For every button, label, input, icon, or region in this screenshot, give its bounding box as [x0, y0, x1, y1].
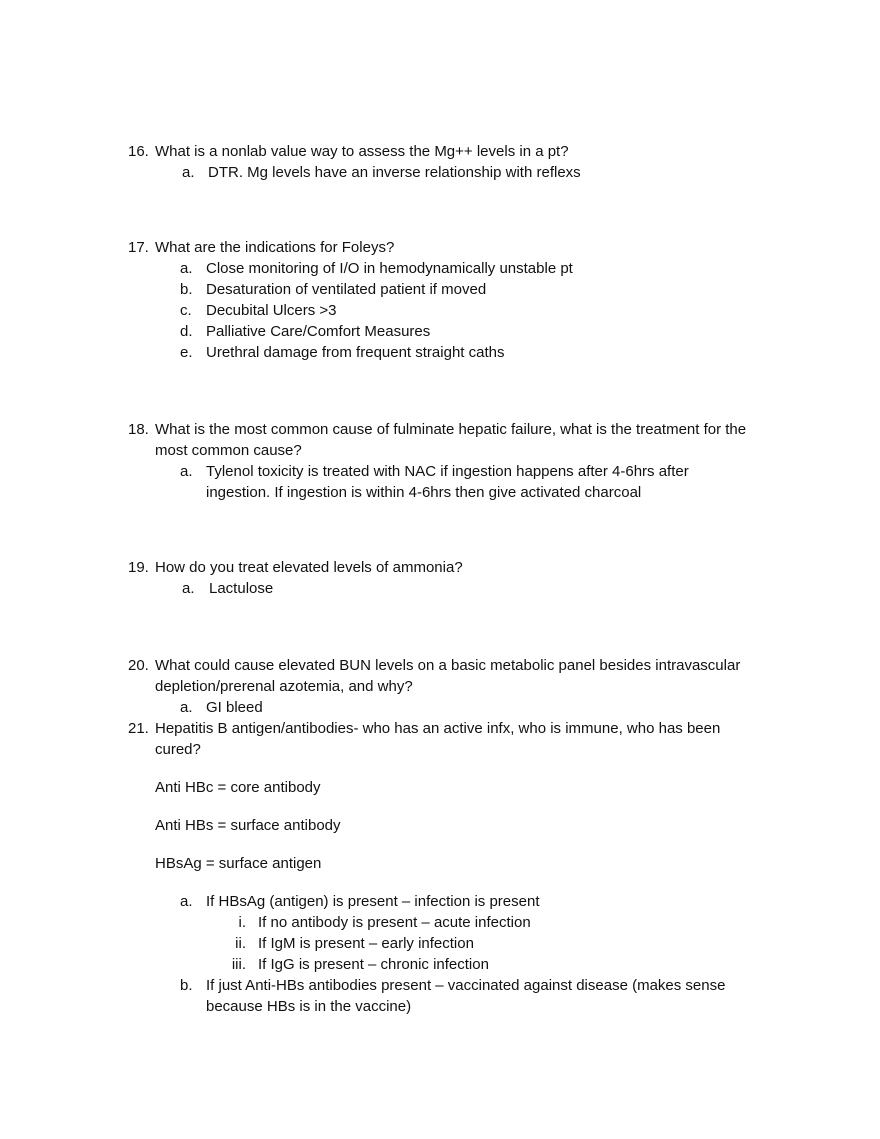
question-17 [128, 237, 788, 363]
answer-marker: a. [182, 164, 195, 181]
answer-item [180, 461, 746, 503]
answer-text: GI bleed [206, 699, 263, 716]
answer-marker: a. [180, 260, 193, 277]
answer-item [182, 162, 788, 183]
answer-text: DTR. Mg levels have an inverse relationship with reflexs [208, 164, 581, 181]
answer-item [180, 300, 788, 321]
answer-marker: b. [180, 281, 193, 298]
answer-text: If just Anti-HBs antibodies present – vaccinated against disease (makes sense because HBs is in the vaccine) [206, 977, 726, 1015]
question-20 [128, 655, 788, 718]
answer-text: Lactulose [209, 580, 274, 597]
definition-line: HBsAg = surface antigen [155, 855, 322, 872]
question-number: 17. [128, 239, 149, 256]
question-16 [128, 141, 788, 183]
question-text: What could cause elevated BUN levels on a basic metabolic panel besides intravascular depletion/prerenal azotemia, and why? [155, 657, 741, 695]
answer-item [182, 578, 788, 599]
answer-item [180, 258, 788, 279]
question-number: 18. [128, 421, 149, 438]
answer-text: Tylenol toxicity is treated with NAC if ingestion happens after 4-6hrs after ingestion. If ingestion is within 4-6hrs then give activated charcoal [206, 463, 689, 501]
question-19 [128, 557, 788, 599]
answer-marker: a. [182, 580, 195, 597]
sub-answer-marker: ii. [235, 935, 246, 952]
answer-marker: a. [180, 463, 193, 480]
sub-answer-marker: i. [238, 914, 246, 931]
answer-marker: a. [180, 893, 193, 910]
sub-answer-item [235, 933, 788, 954]
answer-item [180, 891, 788, 912]
answer-item [180, 697, 788, 718]
answer-text: Desaturation of ventilated patient if moved [206, 281, 487, 298]
answer-marker: b. [180, 977, 193, 994]
question-text: What are the indications for Foleys? [155, 239, 395, 256]
answer-marker: d. [180, 323, 193, 340]
question-number: 21. [128, 720, 149, 737]
answer-text: Close monitoring of I/O in hemodynamically unstable pt [206, 260, 573, 277]
question-number: 16. [128, 143, 149, 160]
answer-marker: c. [180, 302, 192, 319]
answer-item [180, 321, 788, 342]
question-21 [128, 718, 788, 1017]
question-text: What is the most common cause of fulminate hepatic failure, what is the treatment for the most common cause? [155, 421, 747, 459]
question-number: 20. [128, 657, 149, 674]
definition-line: Anti HBs = surface antibody [155, 817, 341, 834]
question-18 [128, 419, 788, 503]
answer-marker: e. [180, 344, 193, 361]
sub-answer-marker: iii. [231, 956, 246, 973]
sub-answer-text: If no antibody is present – acute infection [258, 914, 531, 931]
sub-answer-item [238, 912, 788, 933]
answer-text: If HBsAg (antigen) is present – infection is present [206, 893, 540, 910]
question-text: What is a nonlab value way to assess the Mg++ levels in a pt? [155, 143, 569, 160]
question-text: Hepatitis B antigen/antibodies- who has an active infx, who is immune, who has been cured? [155, 720, 721, 758]
answer-item [180, 975, 766, 1017]
answer-text: Palliative Care/Comfort Measures [206, 323, 431, 340]
answer-text: Decubital Ulcers >3 [206, 302, 337, 319]
question-text: How do you treat elevated levels of ammonia? [155, 559, 463, 576]
definition-line: Anti HBc = core antibody [155, 779, 321, 796]
sub-answer-item [231, 954, 788, 975]
answer-item [180, 279, 788, 300]
question-number: 19. [128, 559, 149, 576]
answer-text: Urethral damage from frequent straight caths [206, 344, 505, 361]
answer-marker: a. [180, 699, 193, 716]
sub-answer-text: If IgM is present – early infection [258, 935, 474, 952]
answer-item [180, 342, 788, 363]
sub-answer-text: If IgG is present – chronic infection [258, 956, 489, 973]
